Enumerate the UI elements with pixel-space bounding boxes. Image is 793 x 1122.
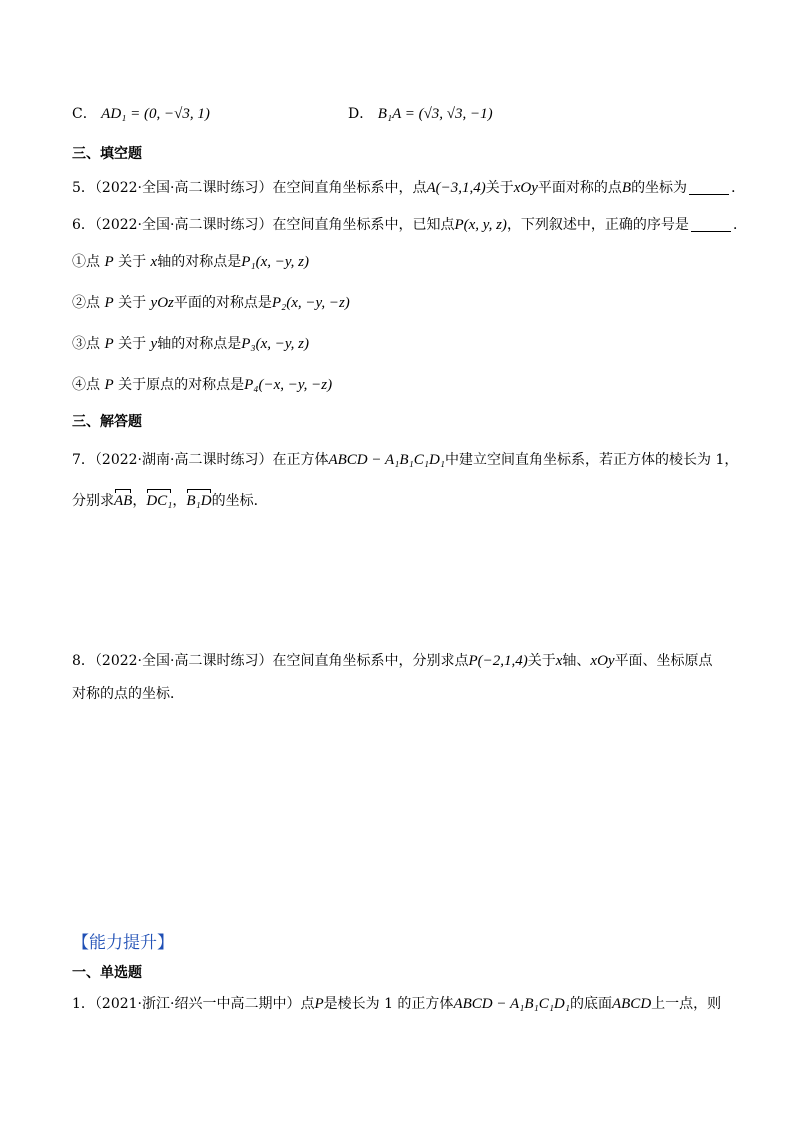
q8-number: 8． xyxy=(72,653,95,669)
vector-dc1: DC₁ xyxy=(146,493,173,509)
q5-plane: xOy xyxy=(513,180,538,196)
vector-ab: AB xyxy=(114,493,133,509)
q6-item-prefix: ④点 xyxy=(72,377,100,393)
q6-item-mid: 关于 xyxy=(118,295,147,311)
q6-item-axis: yOz xyxy=(150,295,174,311)
q7-text1: 在正方体 xyxy=(272,452,329,468)
q7-sep: ， xyxy=(132,493,147,509)
q6-text2: ，下列叙述中，正确的序号是 xyxy=(506,217,689,233)
q6-item-tail: 轴的对称点是 xyxy=(157,336,242,352)
q5-point: A(−3,1,4) xyxy=(426,180,486,196)
question-7 xyxy=(72,450,738,470)
q6-end: ． xyxy=(732,217,747,233)
option-d-label: D． xyxy=(348,106,374,122)
q7-source: （2022·湖南·高二课时练习） xyxy=(94,452,273,468)
q6-item-p: P xyxy=(104,295,114,311)
q1-text3: 的底面 xyxy=(569,996,612,1012)
question-5 xyxy=(72,178,745,198)
q5-source: （2022·全国·高二课时练习） xyxy=(94,180,273,196)
q5-text1: 在空间直角坐标系中，点 xyxy=(272,180,427,196)
q6-item-result: P₁(x, −y, z) xyxy=(241,254,310,270)
option-c-label: C． xyxy=(72,106,97,122)
q1-cube: ABCD − A₁B₁C₁D₁ xyxy=(453,996,570,1012)
question-1 xyxy=(72,994,721,1014)
q5-text2: 关于 xyxy=(485,180,514,196)
q1-p: P xyxy=(314,996,324,1012)
q5-b: B xyxy=(621,180,632,196)
q6-item-p: P xyxy=(104,254,114,270)
vector-b1d: B₁D xyxy=(186,493,212,509)
q6-item-prefix: ②点 xyxy=(72,295,100,311)
q8-text4: 平面、坐标原点 xyxy=(614,653,713,669)
q7-cube: ABCD − A₁B₁C₁D₁ xyxy=(328,452,445,468)
q5-text4: 的坐标为 xyxy=(631,180,688,196)
ability-heading: 【能力提升】 xyxy=(72,933,174,953)
q6-item-2 xyxy=(72,293,350,313)
answer-blank xyxy=(689,180,729,195)
section-solve-heading: 三、解答题 xyxy=(72,414,142,430)
q6-item-prefix: ③点 xyxy=(72,336,100,352)
q1-text4: 上一点，则 xyxy=(651,996,722,1012)
q8-text1: 在空间直角坐标系中，分别求点 xyxy=(272,653,469,669)
q6-item-p: P xyxy=(104,377,114,393)
q6-item-prefix: ①点 xyxy=(72,254,100,270)
q6-item-mid: 关于 xyxy=(118,254,147,270)
q8-text2: 关于 xyxy=(527,653,556,669)
q5-text3: 平面对称的点 xyxy=(537,180,622,196)
q1-text2: 是棱长为 1 的正方体 xyxy=(323,996,454,1012)
q8-source: （2022·全国·高二课时练习） xyxy=(94,653,273,669)
q6-item-tail: 平面的对称点是 xyxy=(173,295,272,311)
q7-text2: 中建立空间直角坐标系，若正方体的棱长为 1， xyxy=(445,452,739,468)
option-d xyxy=(348,104,493,124)
question-8-line-2: 对称的点的坐标． xyxy=(72,686,184,702)
question-8 xyxy=(72,651,713,671)
q1-base: ABCD xyxy=(611,996,652,1012)
q6-item-4 xyxy=(72,375,332,395)
q1-text1: 点 xyxy=(300,996,315,1012)
q6-text1: 在空间直角坐标系中，已知点 xyxy=(272,217,455,233)
q8-x: x xyxy=(555,653,563,669)
q6-item-tail: 轴的对称点是 xyxy=(157,254,242,270)
option-c xyxy=(72,104,210,124)
q8-text3: 轴、 xyxy=(562,653,591,669)
q6-item-result: P₂(x, −y, −z) xyxy=(271,295,350,311)
q6-item-mid: 关于原点的对称点是 xyxy=(118,377,245,393)
q5-end: ． xyxy=(731,180,746,196)
q7-line2-b: 的坐标． xyxy=(211,493,268,509)
q7-line2-a: 分别求 xyxy=(72,493,114,509)
option-c-expr: AD₁ = (0, −√3, 1) xyxy=(101,106,210,122)
q8-plane: xOy xyxy=(590,653,615,669)
q6-point: P(x, y, z) xyxy=(454,217,507,233)
q6-number: 6． xyxy=(72,217,95,233)
q7-sep: ， xyxy=(172,493,187,509)
q6-item-1 xyxy=(72,252,309,272)
q6-item-mid: 关于 xyxy=(118,336,147,352)
q8-point: P(−2,1,4) xyxy=(468,653,528,669)
q6-item-axis: x xyxy=(150,254,158,270)
q6-source: （2022·全国·高二课时练习） xyxy=(94,217,273,233)
question-6 xyxy=(72,215,747,235)
section-fill-heading: 三、填空题 xyxy=(72,146,142,162)
question-7-line-2 xyxy=(72,491,268,511)
q6-item-p: P xyxy=(104,336,114,352)
q6-item-axis: y xyxy=(150,336,158,352)
q6-item-3 xyxy=(72,334,309,354)
q1-number: 1． xyxy=(72,996,95,1012)
answer-blank xyxy=(691,217,731,232)
q1-source: （2021·浙江·绍兴一中高二期中） xyxy=(94,996,301,1012)
q6-item-result: P₄(−x, −y, −z) xyxy=(244,377,333,393)
q6-item-result: P₃(x, −y, z) xyxy=(241,336,310,352)
q7-number: 7． xyxy=(72,452,95,468)
section-single-heading: 一、单选题 xyxy=(72,965,142,981)
q5-number: 5． xyxy=(72,180,95,196)
option-d-expr: B₁A = (√3, √3, −1) xyxy=(377,106,493,122)
